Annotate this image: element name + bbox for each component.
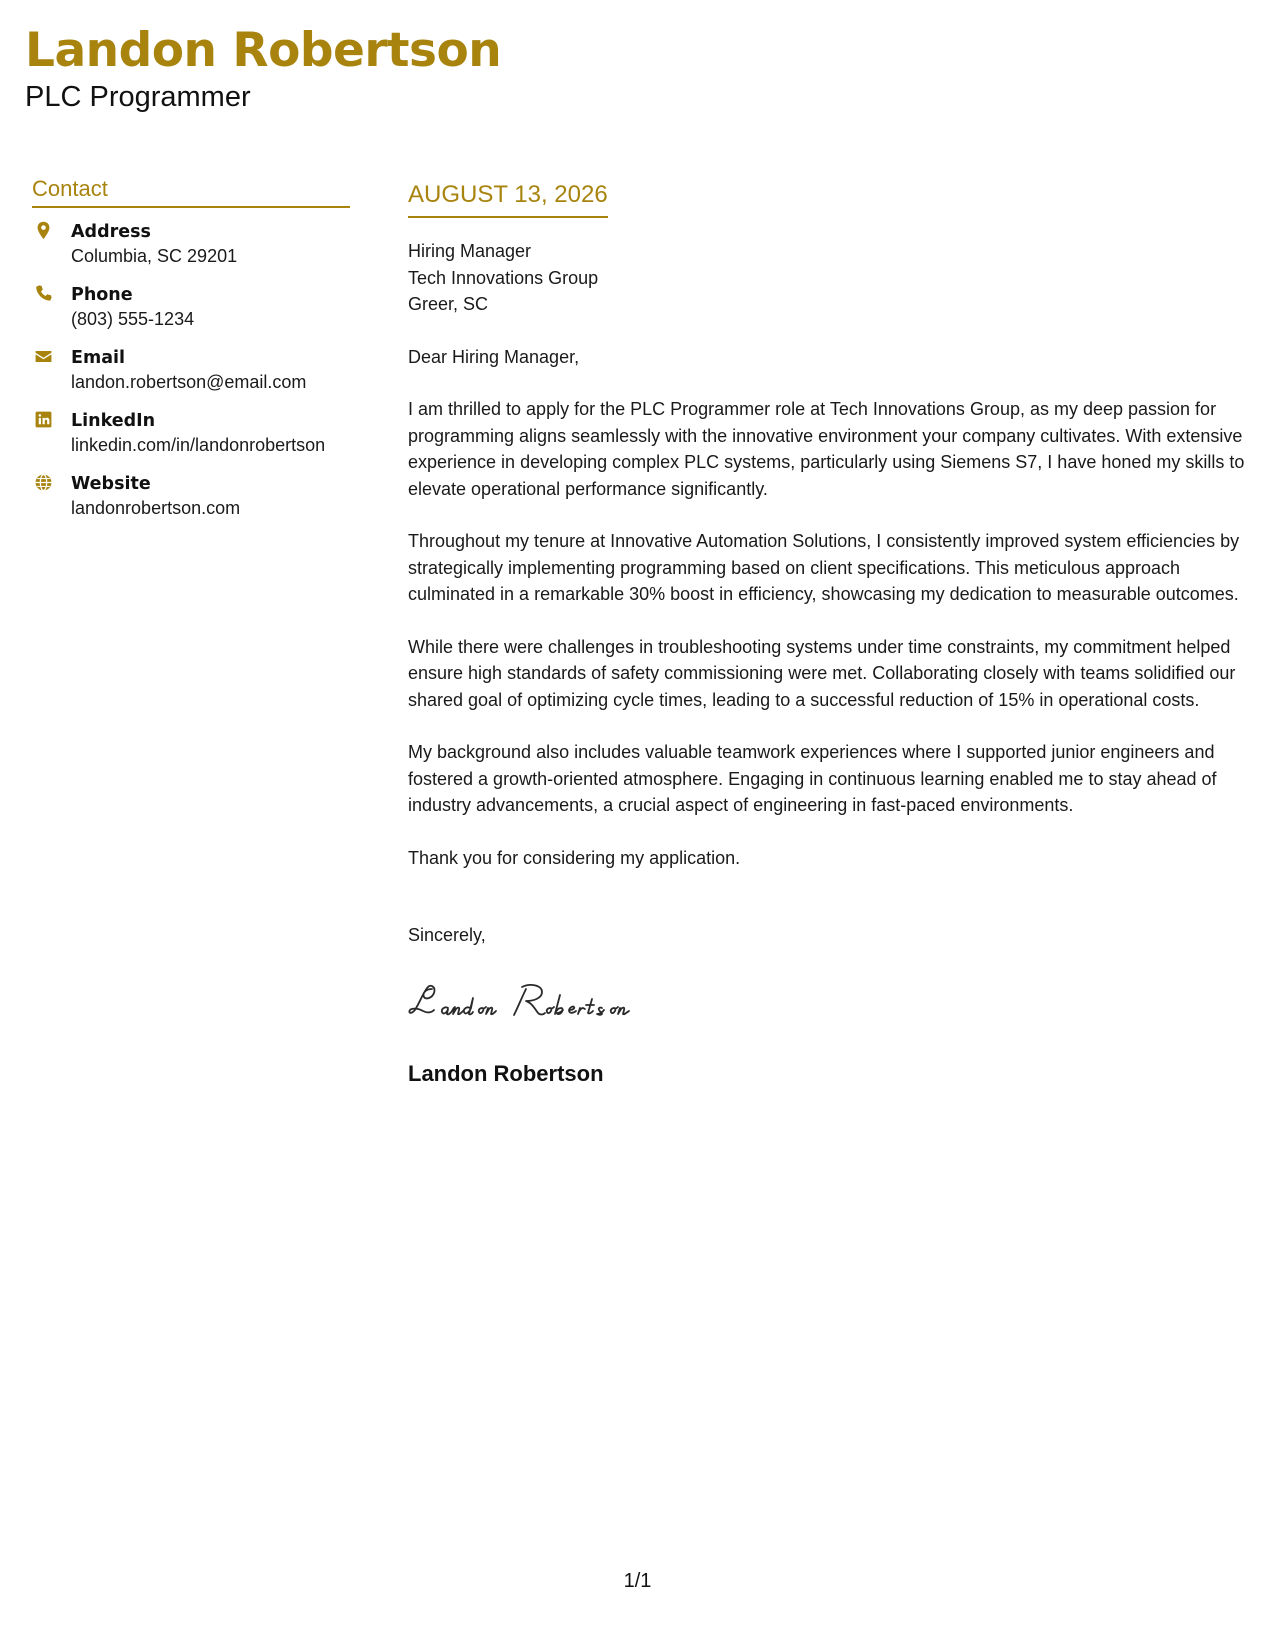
signer-name: Landon Robertson — [408, 1060, 604, 1086]
handwritten-signature — [408, 975, 668, 1031]
salutation: Dear Hiring Manager, — [408, 346, 580, 367]
email-value: landon.robertson@email.com — [71, 372, 307, 392]
closing: Sincerely, — [408, 925, 486, 945]
phone-icon — [34, 284, 53, 303]
contact-address — [32, 220, 350, 269]
website-value: landonrobertson.com — [71, 498, 241, 518]
address-value: Columbia, SC 29201 — [71, 246, 238, 266]
recipient-location: Greer, SC — [408, 294, 489, 314]
recipient-name: Hiring Manager — [408, 241, 532, 261]
paragraph-1: I am thrilled to apply for the PLC Programmer role at Tech Innovations Group, as my deep passion for programming aligns seamlessly with the innovative environment your company cultivates. With extensive experience in developing complex PLC systems, particularly using Siemens S7, I have honed my skills to elevate operational performance significantly. — [408, 399, 1245, 499]
website-label: Website — [71, 474, 151, 494]
globe-icon — [34, 473, 53, 492]
contact-sidebar — [32, 176, 350, 535]
contact-heading: Contact — [32, 176, 350, 208]
contact-phone — [32, 283, 350, 332]
contact-linkedin — [32, 409, 350, 458]
applicant-name: Landon Robertson — [25, 23, 502, 78]
paragraph-2: Throughout my tenure at Innovative Automation Solutions, I consistently improved system efficiencies by strategically implementing programming based on client specifications. This meticulous approach culminated in a remarkable 30% boost in efficiency, showcasing my dedication to measurable outcomes. — [408, 531, 1240, 604]
recipient-company: Tech Innovations Group — [408, 267, 599, 288]
phone-value: (803) 555-1234 — [71, 309, 195, 329]
map-pin-icon — [34, 221, 53, 240]
paragraph-3: While there were challenges in troubleshooting systems under time constraints, my commitment helped ensure high standards of safety commissioning were met. Collaborating closely with teams solidified our shared goal of optimizing cycle times, leading to a successful reduction of 15% in operational costs. — [408, 636, 1236, 710]
address-label: Address — [71, 222, 151, 242]
paragraph-4: My background also includes valuable teamwork experiences where I supported junior engineers and fostered a growth-oriented atmosphere. Engaging in continuous learning enabled me to stay ahead of industry advancements, a crucial aspect of engineering in fast-paced environments. — [408, 742, 1217, 815]
page-number: 1/1 — [623, 1570, 652, 1592]
paragraph-5: Thank you for considering my application. — [408, 847, 741, 868]
letter-body — [408, 180, 1253, 1088]
linkedin-icon — [34, 410, 53, 429]
job-title: PLC Programmer — [25, 81, 251, 113]
email-label: Email — [71, 348, 125, 368]
linkedin-value: linkedin.com/in/landonrobertson — [71, 435, 326, 455]
letter-date: AUGUST 13, 2026 — [408, 180, 608, 218]
contact-email — [32, 346, 350, 395]
recipient-block — [408, 238, 1253, 318]
phone-label: Phone — [71, 285, 133, 305]
header — [25, 22, 501, 114]
envelope-icon — [34, 347, 53, 366]
contact-website — [32, 472, 350, 521]
linkedin-label: LinkedIn — [71, 411, 156, 431]
